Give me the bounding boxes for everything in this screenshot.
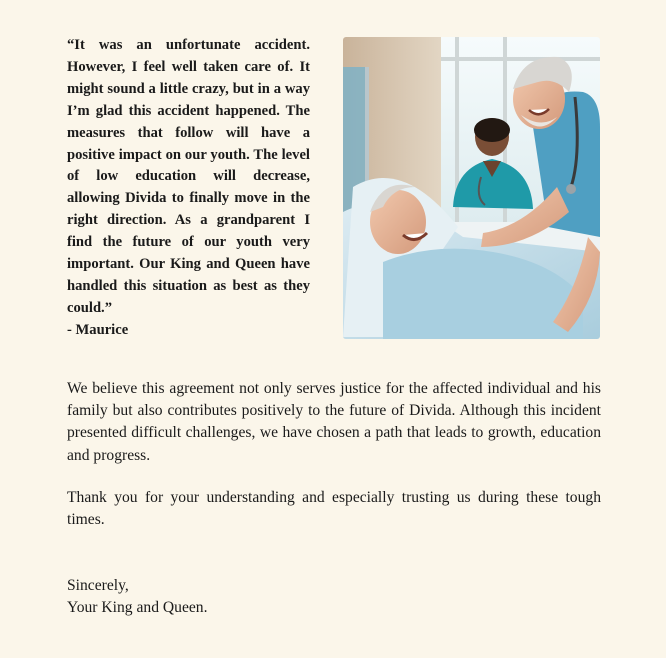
patient-quote — [67, 35, 310, 342]
thanks-paragraph: Thank you for your understanding and especially trusting us during these tough times. — [67, 489, 601, 529]
closing: Sincerely, — [67, 577, 129, 594]
hospital-photo — [343, 37, 600, 339]
quote-text: “It was an unfortunate accident. However, I feel well taken care of. It might sound a little crazy, but in a way I’m glad this accident happened. The measures that follow will have a positive impact on our youth. The level of low education will decrease, allowing Divida to finally move in the right direction. As a grandparent I find the future of our youth very important. Our King and Queen have handled this situation as best as they could.” — [67, 37, 310, 316]
signoff — [67, 575, 207, 619]
signature: Your King and Queen. — [67, 599, 208, 616]
quote-author: - Maurice — [67, 321, 129, 338]
agreement-paragraph: We believe this agreement not only serves justice for the affected individual and his family but also contributes positively to the future of Divida. Although this incident presented difficult challenges, we have chosen a path that leads to growth, education and progress. — [67, 380, 601, 464]
